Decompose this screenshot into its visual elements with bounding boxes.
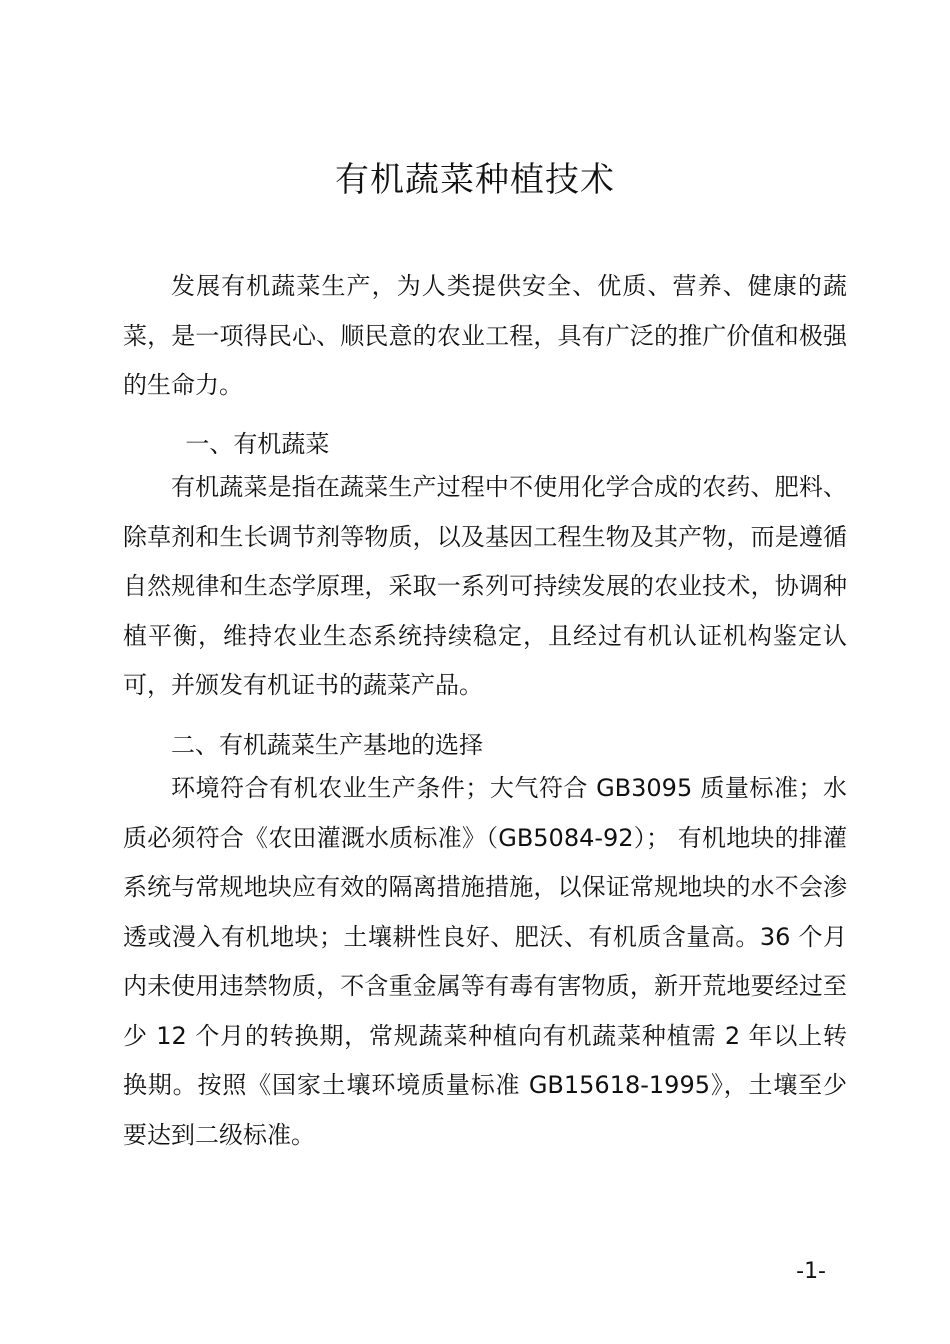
section-paragraph-production-base: 环境符合有机农业生产条件；大气符合 GB3095 质量标准；水质必须符合《农田灌溉水质标准》（GB5084-92）； 有机地块的排灌系统与常规地块应有效的隔离措施措施，以保证常规地块的水不会渗透或漫入有机地块；土壤耕性良好、肥沃、有机质含量高。36 个月内未使用违禁物质，不含重金属等有毒有害物质，新开荒地要经过至少 12 个月的转换期，常规蔬菜种植向有机蔬菜种植需 2 年以上转换期。按照《国家土壤环境质量标准 GB15618-1995》，土壤至少要达到二级标准。 [123, 774, 847, 1149]
intro-paragraph: 发展有机蔬菜生产，为人类提供安全、优质、营养、健康的蔬菜，是一项得民心、顺民意的农业工程，具有广泛的推广价值和极强的生命力。 [123, 272, 847, 399]
section-paragraph-organic-vegetables: 有机蔬菜是指在蔬菜生产过程中不使用化学合成的农药、肥料、除草剂和生长调节剂等物质，以及基因工程生物及其产物，而是遵循自然规律和生态学原理，采取一系列可持续发展的农业技术，协调种植平衡，维持农业生态系统持续稳定，且经过有机认证机构鉴定认可，并颁发有机证书的蔬菜产品。 [123, 473, 847, 699]
document-title: 有机蔬菜种植技术 [335, 160, 615, 200]
section-heading-organic-vegetables: 一、有机蔬菜 [185, 430, 330, 458]
section-heading-production-base: 二、有机蔬菜生产基地的选择 [171, 731, 483, 759]
page-number: -1- [796, 1259, 826, 1284]
